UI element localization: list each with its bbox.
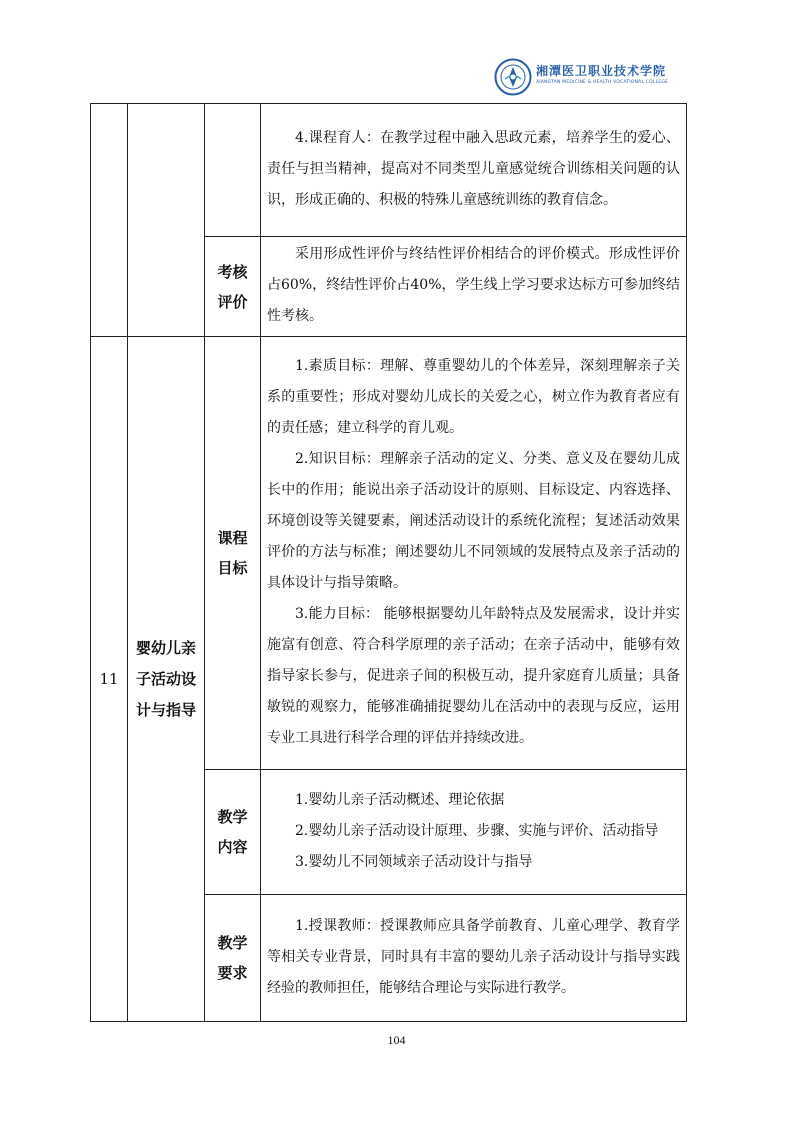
teaching-requirements-label xyxy=(205,895,261,1022)
college-logo xyxy=(494,58,674,100)
knowledge-goal-text: 2.知识目标：理解亲子活动的定义、分类、意义及在婴幼儿成长中的作用；能说出亲子活动设计的原则、目标设定、内容选择、环境创设等关键要素，阐述活动设计的系统化流程；复述活动效果评价的方法与标准；阐述婴幼儿不同领域的发展特点及亲子活动的具体设计与指导策略。 xyxy=(267,450,680,591)
page-number: 104 xyxy=(387,1033,406,1047)
assessment-cell xyxy=(261,237,687,337)
table-row xyxy=(91,337,687,770)
course-goals-label-text: 课程目标 xyxy=(217,529,248,577)
course-ideology-cell xyxy=(261,104,687,237)
course-number: 11 xyxy=(91,337,128,1022)
college-name-logotype: 湘潭医卫职业技术学院 xyxy=(536,64,667,78)
teaching-content-label-text: 教学内容 xyxy=(217,808,248,856)
table-row xyxy=(91,104,687,237)
college-seal-icon xyxy=(494,58,532,96)
row-label-cell-prev xyxy=(205,104,261,237)
assessment-text: 采用形成性评价与终结性评价相结合的评价模式。形成性评价占60%，终结性评价占40%，学生线上学习要求达标方可参加终结性考核。 xyxy=(267,246,680,324)
teaching-content-cell xyxy=(261,770,687,895)
quality-goal-text: 1.素质目标：理解、尊重婴幼儿的个体差异，深刻理解亲子关系的重要性；形成对婴幼儿成长的关爱之心，树立作为教育者应有的责任感；建立科学的育儿观。 xyxy=(267,357,680,436)
course-goals-cell xyxy=(261,337,687,770)
teaching-requirements-label-text: 教学要求 xyxy=(217,934,248,982)
college-english-name: XIANGTAN MEDICINE & HEALTH VOCATIONAL COLLEGE xyxy=(536,80,669,85)
assessment-label-text: 考核评价 xyxy=(217,262,248,311)
content-item-2: 2.婴幼儿亲子活动设计原理、步骤、实施与评价、活动指导 xyxy=(295,822,659,839)
course-name-text: 婴幼儿亲子活动设计与指导 xyxy=(135,638,196,719)
instructor-requirement-text: 1.授课教师：授课教师应具备学前教育、儿童心理学、教育学等相关专业背景，同时具有丰富的婴幼儿亲子活动设计与指导实践经验的教师担任，能够结合理论与实际进行教学。 xyxy=(267,917,680,996)
content-item-3: 3.婴幼儿不同领域亲子活动设计与指导 xyxy=(295,853,533,870)
course-name-cell-prev xyxy=(128,104,205,337)
assessment-label xyxy=(205,237,261,337)
ability-goal-text: 3.能力目标： 能够根据婴幼儿年龄特点及发展需求，设计并实施富有创意、符合科学原理的亲子活动；在亲子活动中，能够有效指导家长参与，促进亲子间的积极互动，提升家庭育儿质量；具备敏锐的观察力，能够准确捕捉婴幼儿在活动中的表现与反应，运用专业工具进行科学合理的评估并持续改进。 xyxy=(267,605,680,746)
course-goals-label xyxy=(205,337,261,770)
content-item-1: 1.婴幼儿亲子活动概述、理论依据 xyxy=(295,791,505,808)
course-number-cell-prev xyxy=(91,104,128,337)
teaching-content-label xyxy=(205,770,261,895)
course-ideology-text: 4.课程育人：在教学过程中融入思政元素，培养学生的爱心、责任与担当精神，提高对不同类型儿童感觉统合训练相关问题的认识，形成正确的、积极的特殊儿童感统训练的教育信念。 xyxy=(267,129,680,208)
curriculum-table xyxy=(90,103,687,1022)
course-name xyxy=(128,337,205,1022)
teaching-requirements-cell xyxy=(261,895,687,1022)
